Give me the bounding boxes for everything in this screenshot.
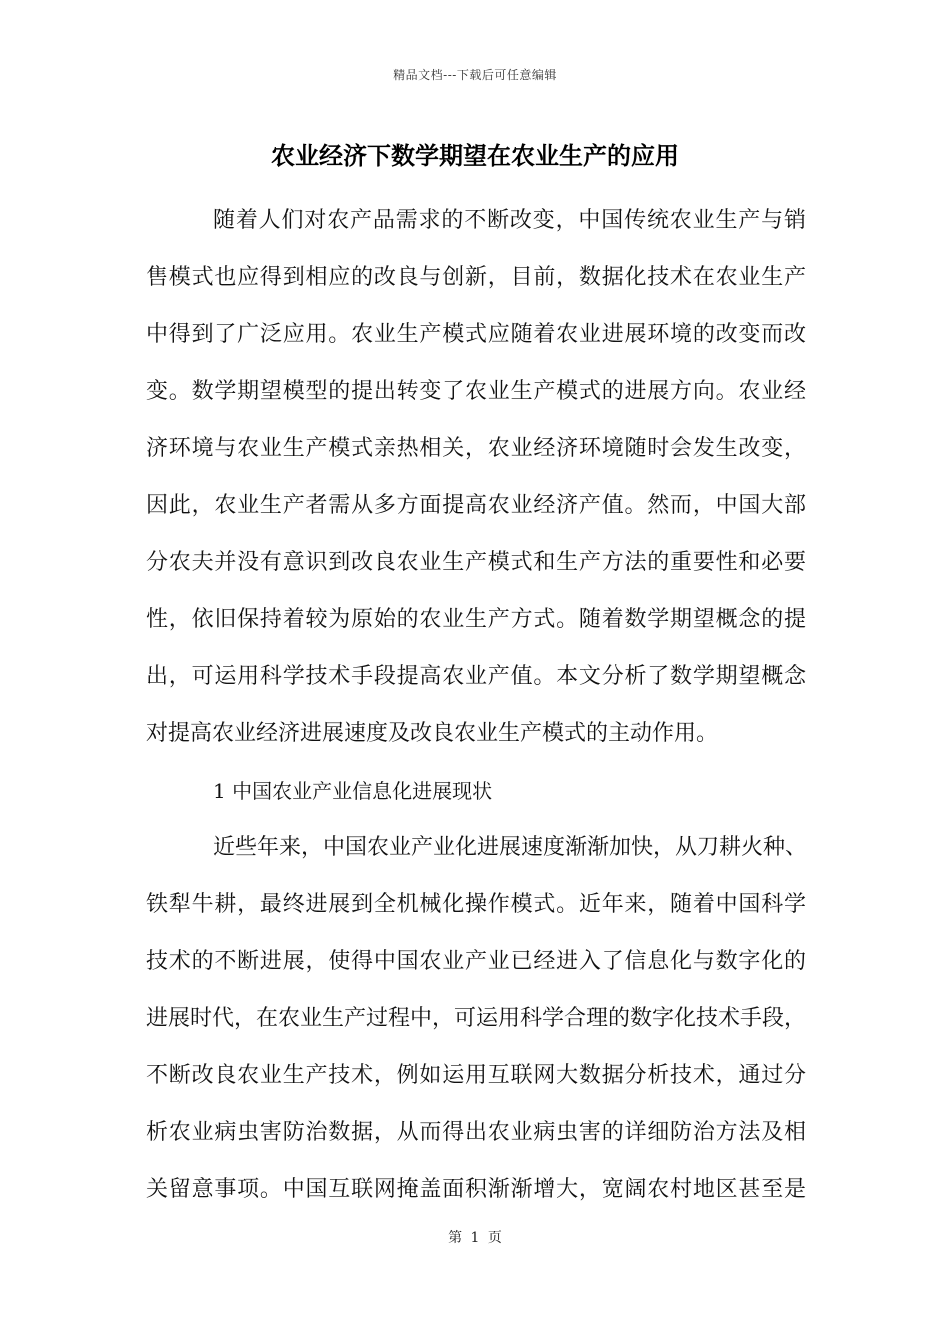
paragraph-1-line-2: 售模式也应得到相应的改良与创新，目前，数据化技术在农业生产 bbox=[146, 265, 806, 290]
paragraph-2-line-6: 析农业病虫害防治数据，从而得出农业病虫害的详细防治方法及相 bbox=[146, 1120, 806, 1145]
paragraph-2-line-2: 铁犁牛耕，最终进展到全机械化操作模式。近年来，随着中国科学 bbox=[146, 892, 806, 917]
paragraph-1-line-8: 性，依旧保持着较为原始的农业生产方式。随着数学期望概念的提 bbox=[146, 607, 806, 632]
page-header: 精品文档---下载后可任意编辑 bbox=[393, 68, 557, 82]
paragraph-2-line-4: 进展时代，在农业生产过程中，可运用科学合理的数字化技术手段， bbox=[146, 1006, 807, 1031]
paragraph-1-line-9: 出，可运用科学技术手段提高农业产值。本文分析了数学期望概念 bbox=[146, 664, 806, 689]
paragraph-2-line-1: 近些年来，中国农业产业化进展速度渐渐加快，从刀耕火种、 bbox=[213, 835, 808, 860]
paragraph-1-line-4: 变。数学期望模型的提出转变了农业生产模式的进展方向。农业经 bbox=[146, 379, 806, 404]
paragraph-1-line-6: 因此，农业生产者需从多方面提高农业经济产值。然而，中国大部 bbox=[146, 493, 806, 518]
paragraph-1-line-5: 济环境与农业生产模式亲热相关，农业经济环境随时会发生改变， bbox=[146, 436, 806, 461]
paragraph-2-line-7: 关留意事项。中国互联网掩盖面积渐渐增大，宽阔农村地区甚至是 bbox=[146, 1177, 806, 1202]
document-title: 农业经济下数学期望在农业生产的应用 bbox=[271, 141, 679, 170]
section-heading-1: 1 中国农业产业信息化进展现状 bbox=[213, 779, 493, 803]
paragraph-1-line-3: 中得到了广泛应用。农业生产模式应随着农业进展环境的改变而改 bbox=[146, 322, 806, 347]
paragraph-2-line-3: 技术的不断进展，使得中国农业产业已经进入了信息化与数字化的 bbox=[146, 949, 806, 974]
paragraph-1-line-10: 对提高农业经济进展速度及改良农业生产模式的主动作用。 bbox=[146, 721, 719, 746]
page-number: 第 1 页 bbox=[448, 1230, 502, 1246]
paragraph-2-line-5: 不断改良农业生产技术，例如运用互联网大数据分析技术，通过分 bbox=[146, 1063, 806, 1088]
paragraph-1-line-1: 随着人们对农产品需求的不断改变，中国传统农业生产与销 bbox=[213, 208, 806, 233]
paragraph-1-line-7: 分农夫并没有意识到改良农业生产模式和生产方法的重要性和必要 bbox=[146, 550, 806, 575]
